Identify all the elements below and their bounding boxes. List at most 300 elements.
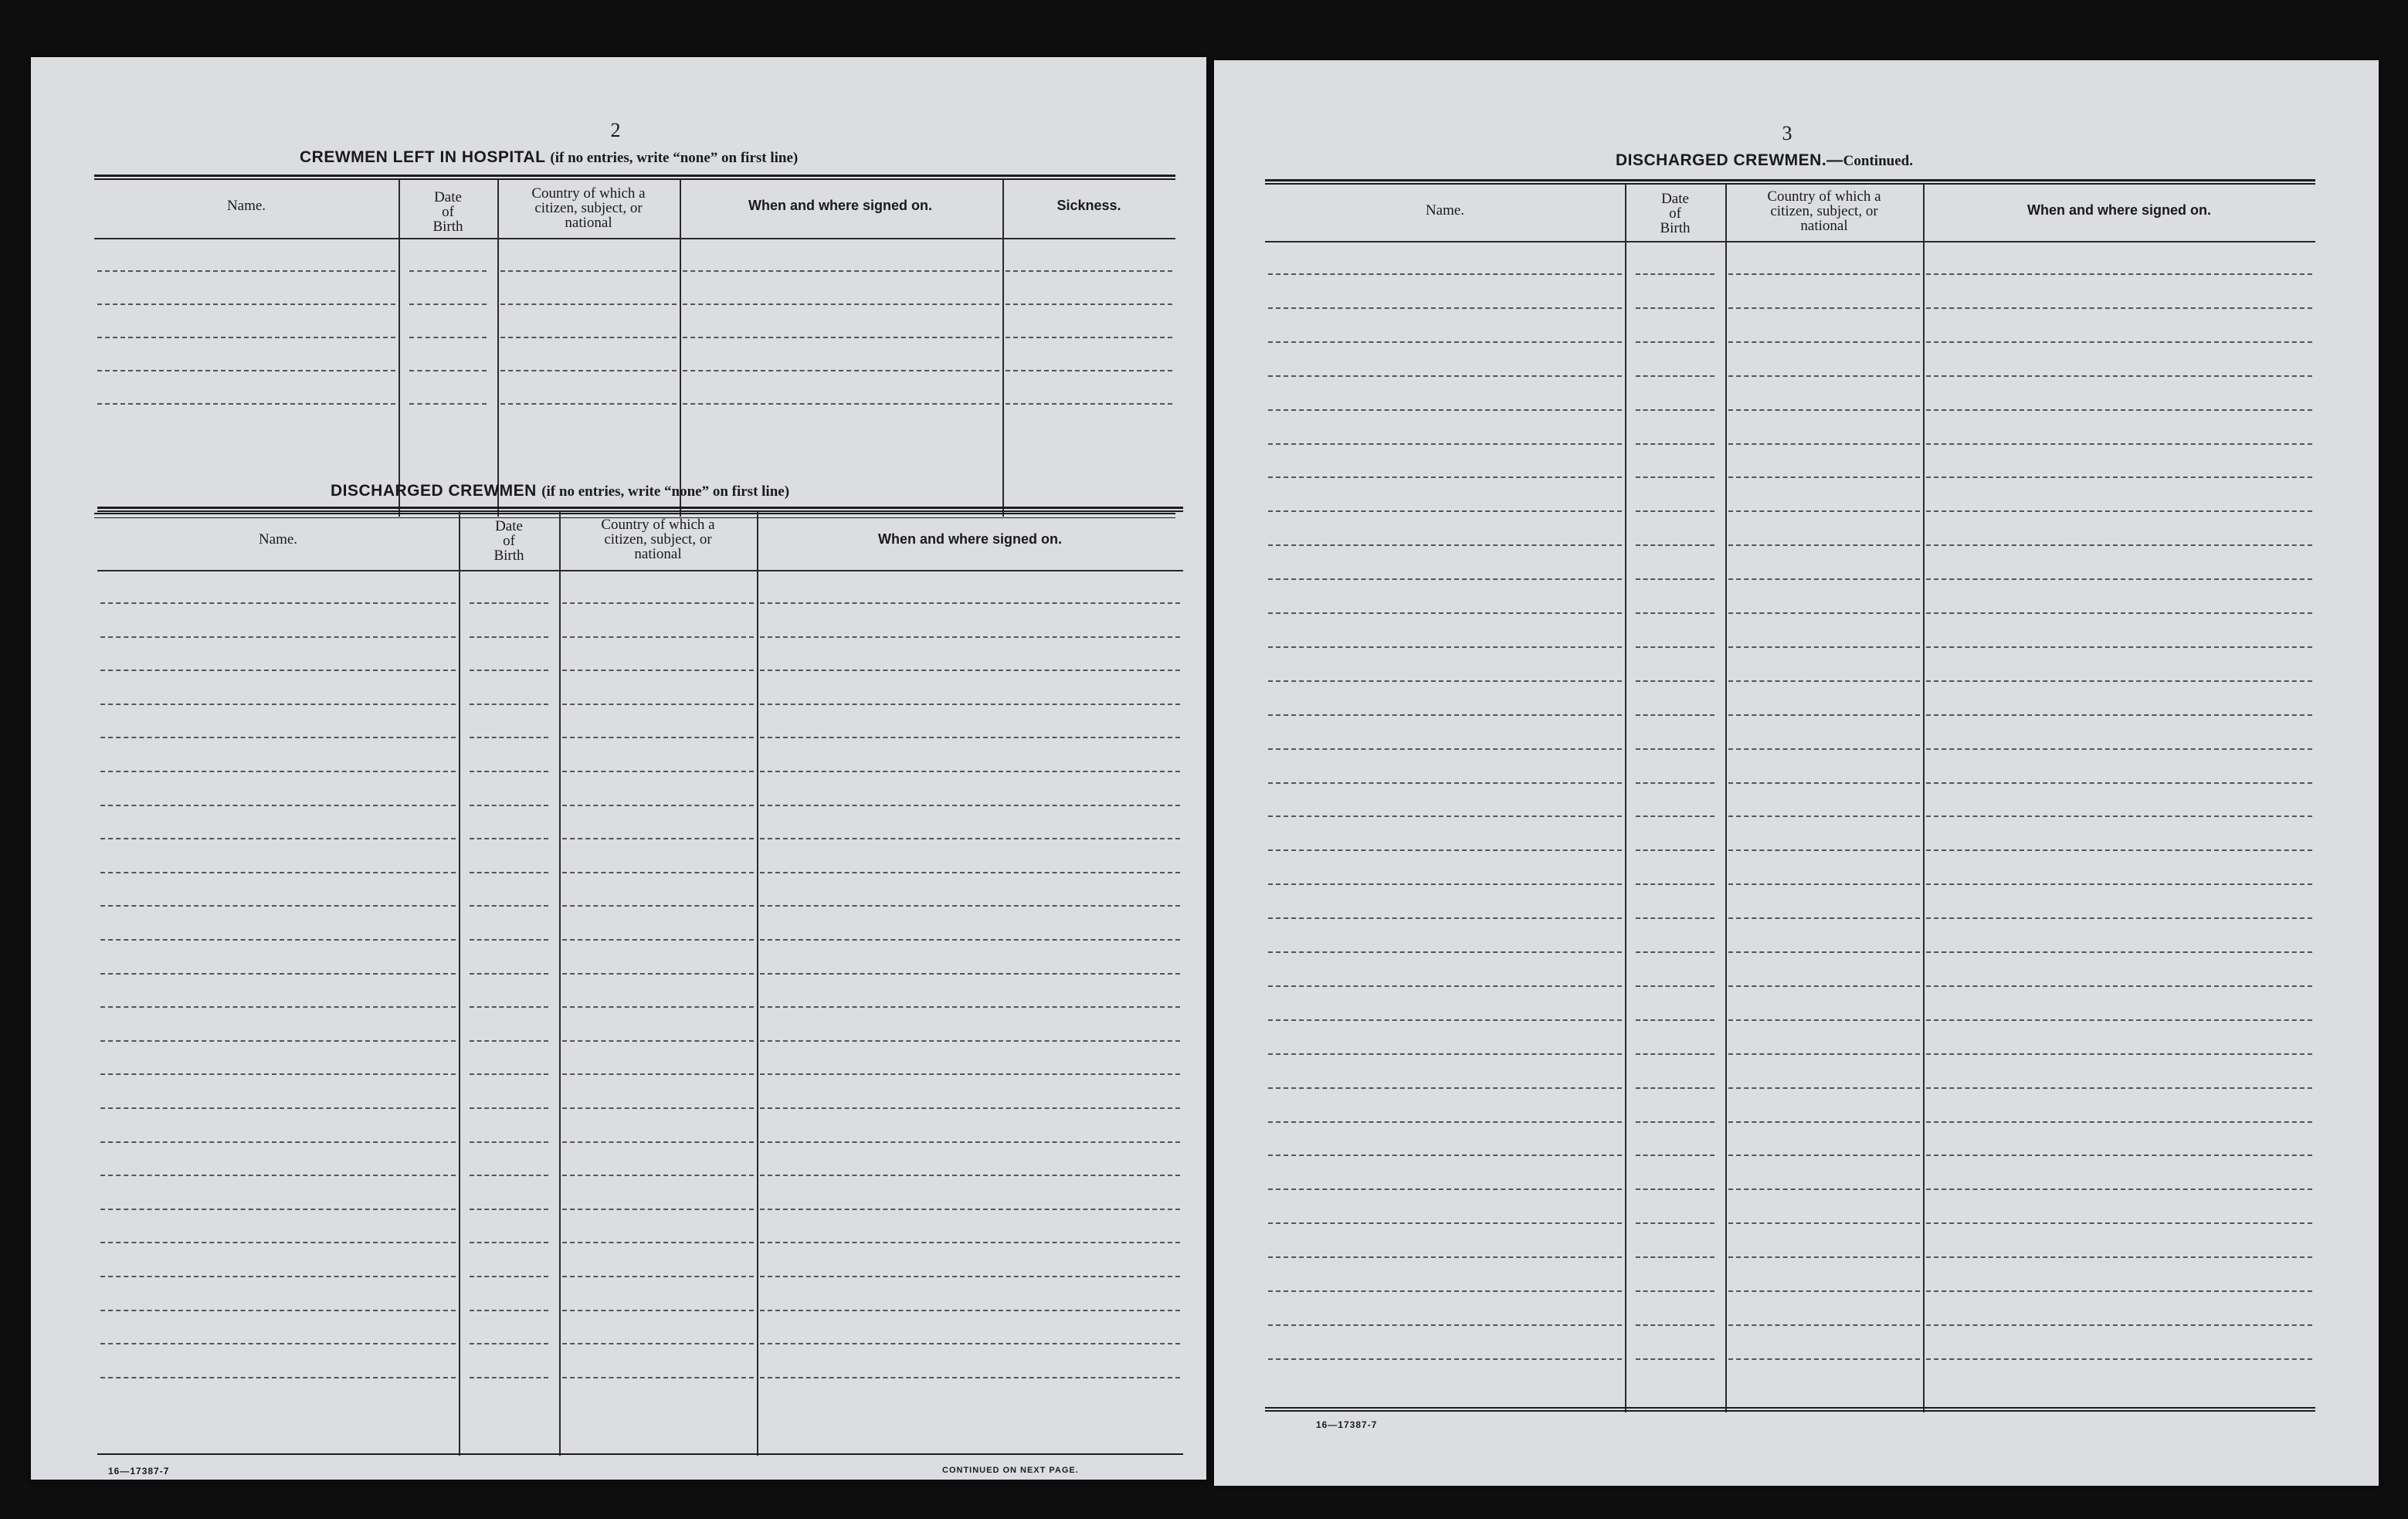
entry-line [1268,510,1622,512]
entry-line [1636,714,1714,716]
entry-line [100,1242,456,1243]
entry-line [562,1040,754,1042]
entry-line [760,905,1180,907]
form-code: 16—17387-7 [108,1466,170,1477]
entry-line [100,737,456,738]
entry-line [100,771,456,772]
entry-line [1728,443,1920,445]
entry-line [1728,612,1920,614]
dob-line-1: Date [495,517,523,534]
discharged-table [97,507,1183,1460]
table-top-rule [94,175,1175,180]
entry-line [562,973,754,975]
column-divider [1002,180,1004,517]
entry-line [470,1377,548,1378]
entry-line [100,1377,456,1378]
entry-line [1636,646,1714,648]
entry-line [1268,544,1622,546]
entry-line [1926,1290,2312,1292]
entry-line [1636,680,1714,682]
discharged-continued-table [1265,179,2315,1412]
entry-line [1728,1053,1920,1055]
entry-line [1926,510,2312,512]
entry-line [470,1343,548,1344]
page-number: 3 [1782,122,1792,144]
entry-line [409,370,487,371]
entry-line [683,303,999,305]
entry-line [562,838,754,839]
entry-line [1636,409,1714,411]
dob-line-3: Birth [1660,219,1691,236]
column-divider [459,512,460,1456]
col-header-country [1725,185,1923,236]
entry-line [760,1073,1180,1075]
entry-line [562,670,754,671]
entry-line [97,270,395,272]
entry-line [100,1310,456,1311]
hospital-title-note: (if no entries, write “none” on first line) [550,150,799,166]
entry-line [760,1377,1180,1378]
country-line-1: Country of which a [601,516,715,533]
entry-line [562,771,754,772]
entry-line [470,602,548,604]
entry-line [562,939,754,941]
entry-line [100,1175,456,1176]
entry-line [470,1209,548,1210]
entry-line [1006,337,1172,338]
hospital-title-text: CREWMEN LEFT IN HOSPITAL [300,148,546,166]
entry-line [409,303,487,305]
entry-line [100,1209,456,1210]
entry-line [1728,375,1920,377]
entry-line [562,1006,754,1008]
entry-line [1636,375,1714,377]
entry-line [760,1276,1180,1277]
entry-line [1728,409,1920,411]
entry-line [760,1343,1180,1344]
entry-line [1926,849,2312,851]
col-header-date-of-birth [399,182,497,241]
discharged-title-note: (if no entries, write “none” on first line) [541,483,790,500]
entry-line [1636,1155,1714,1156]
entry-line [1926,476,2312,478]
entry-line [470,1242,548,1243]
entry-line [562,1175,754,1176]
entry-line [1728,815,1920,817]
entry-line [470,973,548,975]
discharged-title-text: DISCHARGED CREWMEN [331,482,537,500]
entry-line [1636,849,1714,851]
entry-line [1926,1256,2312,1258]
entry-line [1268,341,1622,343]
table-top-rule [97,507,1183,512]
entry-line [1728,273,1920,275]
entry-line [1636,510,1714,512]
entry-line [470,838,548,839]
entry-line [500,337,677,338]
entry-line [1728,680,1920,682]
entry-line [1728,307,1920,309]
entry-line [1728,510,1920,512]
entry-line [1728,1188,1920,1190]
entry-line [760,771,1180,772]
entry-line [100,838,456,839]
entry-line [470,737,548,738]
entry-line [562,872,754,873]
entry-line [1268,1290,1622,1292]
entry-line [1728,1256,1920,1258]
entry-line [1006,370,1172,371]
page-3 [1214,60,2379,1486]
column-divider [757,512,758,1456]
entry-line [1636,985,1714,987]
entry-line [1268,476,1622,478]
entry-line [1926,1188,2312,1190]
table-top-rule [1265,179,2315,185]
entry-line [1268,815,1622,817]
entry-line [1268,1188,1622,1190]
entry-line [1728,883,1920,885]
entry-line [1926,1019,2312,1021]
entry-line [100,805,456,806]
entry-line [1728,1087,1920,1089]
entry-line [1728,714,1920,716]
col-header-country [497,181,680,235]
entry-line [500,403,677,405]
entry-line [562,1343,754,1344]
entry-line [1728,476,1920,478]
entry-line [760,838,1180,839]
entry-line [100,1276,456,1277]
entry-line [470,670,548,671]
dob-line-1: Date [1661,190,1689,207]
entry-line [1636,1019,1714,1021]
header-rule [1265,241,2315,242]
entry-line [1268,409,1622,411]
header-rule [399,238,1175,239]
entry-line [1268,1053,1622,1055]
entry-line [1926,917,2312,919]
entry-line [1268,1222,1622,1224]
entry-line [1268,1324,1622,1326]
entry-line [1926,646,2312,648]
entry-line [1268,1256,1622,1258]
entry-line [1728,1121,1920,1123]
header-rule [97,570,1183,571]
entry-line [1268,714,1622,716]
entry-line [1926,951,2312,953]
entry-line [470,1040,548,1042]
entry-line [1006,303,1172,305]
entry-line [1636,1290,1714,1292]
entry-line [562,737,754,738]
entry-line [1728,782,1920,784]
column-divider [1725,185,1727,1412]
entry-line [1636,1256,1714,1258]
entry-line [1636,1087,1714,1089]
entry-line [760,1141,1180,1143]
entry-line [470,1073,548,1075]
entry-line [1268,1155,1622,1156]
entry-line [100,1107,456,1109]
entry-line [1268,782,1622,784]
entry-line [760,973,1180,975]
column-divider [559,512,561,1456]
entry-line [1926,1222,2312,1224]
entry-line [1728,1019,1920,1021]
entry-line [100,602,456,604]
entry-line [760,737,1180,738]
dob-line-3: Birth [493,547,524,564]
entry-line [100,1343,456,1344]
country-line-3: national [634,545,682,562]
entry-line [1636,1053,1714,1055]
entry-line [100,636,456,638]
entry-line [1268,883,1622,885]
entry-line [1006,270,1172,272]
table-bottom-rule [97,1453,1183,1455]
entry-line [1728,341,1920,343]
entry-line [1926,544,2312,546]
entry-line [1926,883,2312,885]
entry-line [1268,917,1622,919]
entry-line [470,1141,548,1143]
entry-line [97,403,395,405]
entry-line [1728,1358,1920,1360]
entry-line [1728,1290,1920,1292]
col-header-signed-on: When and where signed on. [748,197,933,213]
entry-line [562,636,754,638]
entry-line [760,1175,1180,1176]
hospital-section-title [300,148,798,167]
col-header-name: Name. [258,531,298,548]
col-header-name: Name. [226,197,266,214]
entry-line [500,303,677,305]
entry-line [760,1242,1180,1243]
column-divider [1625,185,1626,1412]
entry-line [562,1073,754,1075]
entry-line [470,939,548,941]
entry-line [760,872,1180,873]
discharged-section-title [331,482,789,500]
entry-line [1636,544,1714,546]
entry-line [1006,403,1172,405]
entry-line [100,973,456,975]
col-header-signed-on: When and where signed on. [877,531,1063,547]
entry-line [562,1107,754,1109]
entry-line [562,905,754,907]
header-rule [94,238,399,239]
entry-line [1268,612,1622,614]
entry-line [562,602,754,604]
entry-line [500,270,677,272]
page-number: 2 [610,119,621,141]
entry-line [1636,1324,1714,1326]
col-header-name: Name. [1425,202,1465,219]
column-divider [497,180,499,517]
col-header-sickness: Sickness. [1056,197,1121,213]
entry-line [1926,1053,2312,1055]
entry-line [470,636,548,638]
entry-line [683,337,999,338]
dob-line-2: of [442,203,454,220]
entry-line [1636,782,1714,784]
entry-line [100,704,456,705]
entry-line [470,872,548,873]
entry-line [760,1310,1180,1311]
entry-line [1268,849,1622,851]
country-line-1: Country of which a [531,185,646,202]
entry-line [760,939,1180,941]
entry-line [1926,985,2312,987]
entry-line [562,1141,754,1143]
entry-line [1636,883,1714,885]
country-line-3: national [565,214,612,231]
discharged-continued-suffix: Continued. [1843,153,1913,169]
entry-line [470,805,548,806]
entry-line [683,370,999,371]
entry-line [1268,646,1622,648]
entry-line [1268,985,1622,987]
entry-line [470,1006,548,1008]
entry-line [1926,273,2312,275]
dob-line-3: Birth [432,218,463,235]
col-header-country [559,513,757,565]
entry-line [1268,578,1622,580]
entry-line [1636,748,1714,750]
dob-line-2: of [503,532,515,549]
entry-line [1926,375,2312,377]
entry-line [100,1006,456,1008]
continued-note: CONTINUED ON NEXT PAGE. [942,1466,1079,1475]
entry-line [562,1209,754,1210]
entry-line [1268,1121,1622,1123]
entry-line [470,1107,548,1109]
entry-line [100,939,456,941]
entry-line [562,704,754,705]
entry-line [1926,815,2312,817]
entry-line [1268,680,1622,682]
entry-line [1636,815,1714,817]
entry-line [470,771,548,772]
country-line-2: citizen, subject, or [604,531,712,548]
column-divider [399,180,400,517]
entry-line [1926,1087,2312,1089]
entry-line [760,1006,1180,1008]
entry-line [1636,1121,1714,1123]
entry-line [97,370,395,371]
entry-line [1926,782,2312,784]
col-header-date-of-birth [1625,187,1725,239]
entry-line [562,1242,754,1243]
entry-line [500,370,677,371]
entry-line [409,403,487,405]
entry-line [760,1209,1180,1210]
entry-line [470,1276,548,1277]
entry-line [1728,646,1920,648]
entry-line [1636,917,1714,919]
entry-line [1268,443,1622,445]
entry-line [1926,409,2312,411]
entry-line [760,1107,1180,1109]
entry-line [760,704,1180,705]
entry-line [760,1040,1180,1042]
entry-line [1636,307,1714,309]
entry-line [100,1141,456,1143]
entry-line [1268,951,1622,953]
entry-line [1268,1019,1622,1021]
entry-line [470,1175,548,1176]
entry-line [1926,714,2312,716]
entry-line [1926,612,2312,614]
entry-line [1926,680,2312,682]
entry-line [1636,1222,1714,1224]
discharged-continued-title [1616,151,1913,170]
entry-line [1636,443,1714,445]
entry-line [1926,1324,2312,1326]
entry-line [1926,1121,2312,1123]
country-line-1: Country of which a [1767,188,1881,205]
entry-line [100,872,456,873]
country-line-2: citizen, subject, or [534,199,643,216]
entry-line [1636,273,1714,275]
entry-line [1728,985,1920,987]
column-divider [680,180,681,517]
entry-line [683,403,999,405]
entry-line [760,636,1180,638]
entry-line [1926,307,2312,309]
entry-line [1926,1155,2312,1156]
entry-line [1268,748,1622,750]
entry-line [562,1310,754,1311]
entry-line [1728,1324,1920,1326]
entry-line [409,270,487,272]
entry-line [683,270,999,272]
entry-line [1636,951,1714,953]
entry-line [1636,476,1714,478]
hospital-table [94,175,1175,519]
entry-line [1728,748,1920,750]
entry-line [1636,1358,1714,1360]
entry-line [562,805,754,806]
entry-line [1926,341,2312,343]
entry-line [1728,578,1920,580]
dob-line-1: Date [434,188,462,205]
entry-line [1926,748,2312,750]
entry-line [760,602,1180,604]
entry-line [409,337,487,338]
entry-line [470,1310,548,1311]
entry-line [1268,307,1622,309]
entry-line [562,1377,754,1378]
column-divider [1923,185,1925,1412]
discharged-continued-title-text: DISCHARGED CREWMEN.— [1616,151,1843,169]
entry-line [97,303,395,305]
entry-line [470,704,548,705]
entry-line [97,337,395,338]
country-line-2: citizen, subject, or [1770,202,1878,219]
entry-line [100,1040,456,1042]
entry-line [1268,1358,1622,1360]
entry-line [1636,1188,1714,1190]
entry-line [100,1073,456,1075]
col-header-signed-on: When and where signed on. [2026,202,2212,218]
entry-line [470,905,548,907]
entry-line [1268,273,1622,275]
entry-line [1728,951,1920,953]
entry-line [1636,612,1714,614]
entry-line [1636,578,1714,580]
